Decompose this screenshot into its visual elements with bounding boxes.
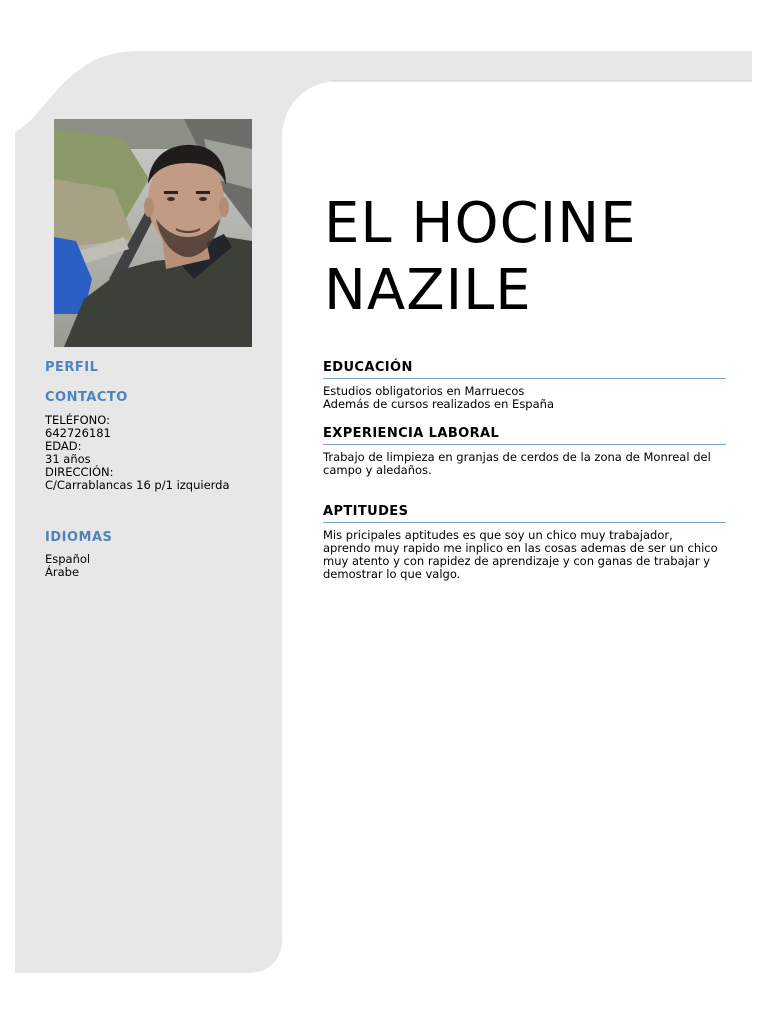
perfil-heading: PERFIL <box>45 360 99 375</box>
languages-list <box>45 553 90 579</box>
skills-body <box>323 529 726 581</box>
address-label: DIRECCIÓN: <box>45 465 114 479</box>
language-item: Español <box>45 552 91 566</box>
experience-body <box>323 451 726 477</box>
education-line: Además de cursos realizados en España <box>323 397 554 411</box>
experience-section <box>323 426 726 477</box>
language-item: Árabe <box>45 565 80 579</box>
phone-value: 642726181 <box>45 426 111 440</box>
education-line: Estudios obligatorios en Marruecos <box>323 384 525 398</box>
profile-photo <box>54 119 252 347</box>
age-value: 31 años <box>45 452 91 466</box>
phone-label: TELÉFONO: <box>45 413 110 427</box>
address-value: C/Carrablancas 16 p/1 izquierda <box>45 478 230 492</box>
contacto-heading: CONTACTO <box>45 390 128 405</box>
skills-heading: APTITUDES <box>323 504 726 523</box>
skills-line: demostrar lo que valgo. <box>323 567 461 581</box>
skills-line: muy atento y con rapidez de aprendizaje y con ganas de trabajar y <box>323 554 711 568</box>
name-line-1: EL HOCINE <box>324 191 637 256</box>
experience-line: campo y aledaños. <box>323 463 432 477</box>
skills-line: aprendo muy rapido me inplico en las cosas ademas de ser un chico <box>323 541 718 555</box>
skills-section <box>323 504 726 581</box>
skills-line: Mis pricipales aptitudes es que soy un chico muy trabajador, <box>323 528 673 542</box>
experience-heading: EXPERIENCIA LABORAL <box>323 426 726 445</box>
idiomas-heading: IDIOMAS <box>45 530 113 545</box>
name-line-2: NAZILE <box>324 258 532 323</box>
experience-line: Trabajo de limpieza en granjas de cerdos de la zona de Monreal del <box>323 450 711 464</box>
applicant-name <box>324 190 744 324</box>
age-label: EDAD: <box>45 439 82 453</box>
education-heading: EDUCACIÓN <box>323 360 726 379</box>
contact-info <box>45 414 230 492</box>
education-body <box>323 385 726 411</box>
education-section <box>323 360 726 411</box>
